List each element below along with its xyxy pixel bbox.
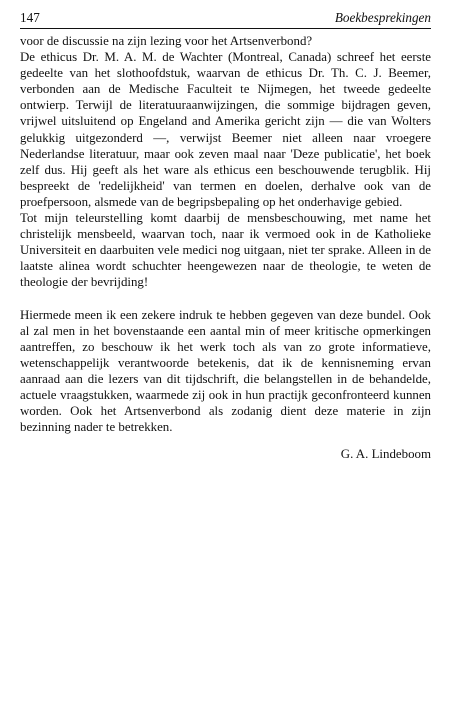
paragraph-ethicus: De ethicus Dr. M. A. M. de Wachter (Montreal, Canada) schreef het eerste gedeelte van het slothoofdstuk, waarvan de ethicus Dr. Th. C. J. Beemer, verbonden aan de Medische Faculteit te Nijmegen, het tweede gedeelte ontwierp. Terwijl de literatuuraanwijzingen, die sommige bijdragen geven, vrijwel uitsluitend op Engeland and Amerika gericht zijn — die van Wolters gelukkig uitgezonderd —, verwijst Beemer niet alleen naar vroegere Nederlandse literatuur, maar ook zeven maal naar 'Deze publicatie', het boek zelf dus. Hij geeft als het ware als ethicus een beschouwende terugblik. Hij bespreekt de 'redelijkheid' van termen en doelen, derhalve ook van de proefpersoon, alsmede van de begripsbepaling op het onderhavige gebied. [20, 50, 431, 209]
paragraph-continuation: voor de discussie na zijn lezing voor het Artsenverbond? [20, 34, 313, 48]
running-head [20, 10, 431, 29]
review-body [20, 33, 431, 435]
paragraph-conclusion: Hiermede meen ik een zekere indruk te hebben gegeven van deze bundel. Ook al zal men in het bovenstaande een aantal min of meer kritische opmerkingen aantreffen, zo beschouw ik het werk toch als van zo grote informatieve, wetenschappelijk verantwoorde betekenis, dat ik de kennisneming ervan aanraad aan die lezers van dit tijdschrift, die belangstellen in de behandelde, actuele vraagstukken, waarmede zij ook in hun practijk geconfronteerd kunnen worden. Ook het Artsenverbond als zodanig dient deze materie in zijn bezinning nader te betrekken. [20, 307, 431, 435]
section-title: Boekbesprekingen [334, 10, 431, 25]
book-page [20, 10, 431, 462]
paragraph-teleurstelling: Tot mijn teleurstelling komt daarbij de mensbeschouwing, met name het christelijk mensbeeld, waarvan toch, naar ik vermoed ook in de Katholieke Universiteit en daarbuiten vele medici nog uitgaan, niet ter sprake. Alleen in de laatste alinea wordt schuchter heengewezen naar de theologie, te weten de theologie der bevrijding! [20, 211, 431, 290]
page-number: 147 [20, 10, 40, 25]
reviewer-signature: G. A. Lindeboom [340, 447, 431, 462]
